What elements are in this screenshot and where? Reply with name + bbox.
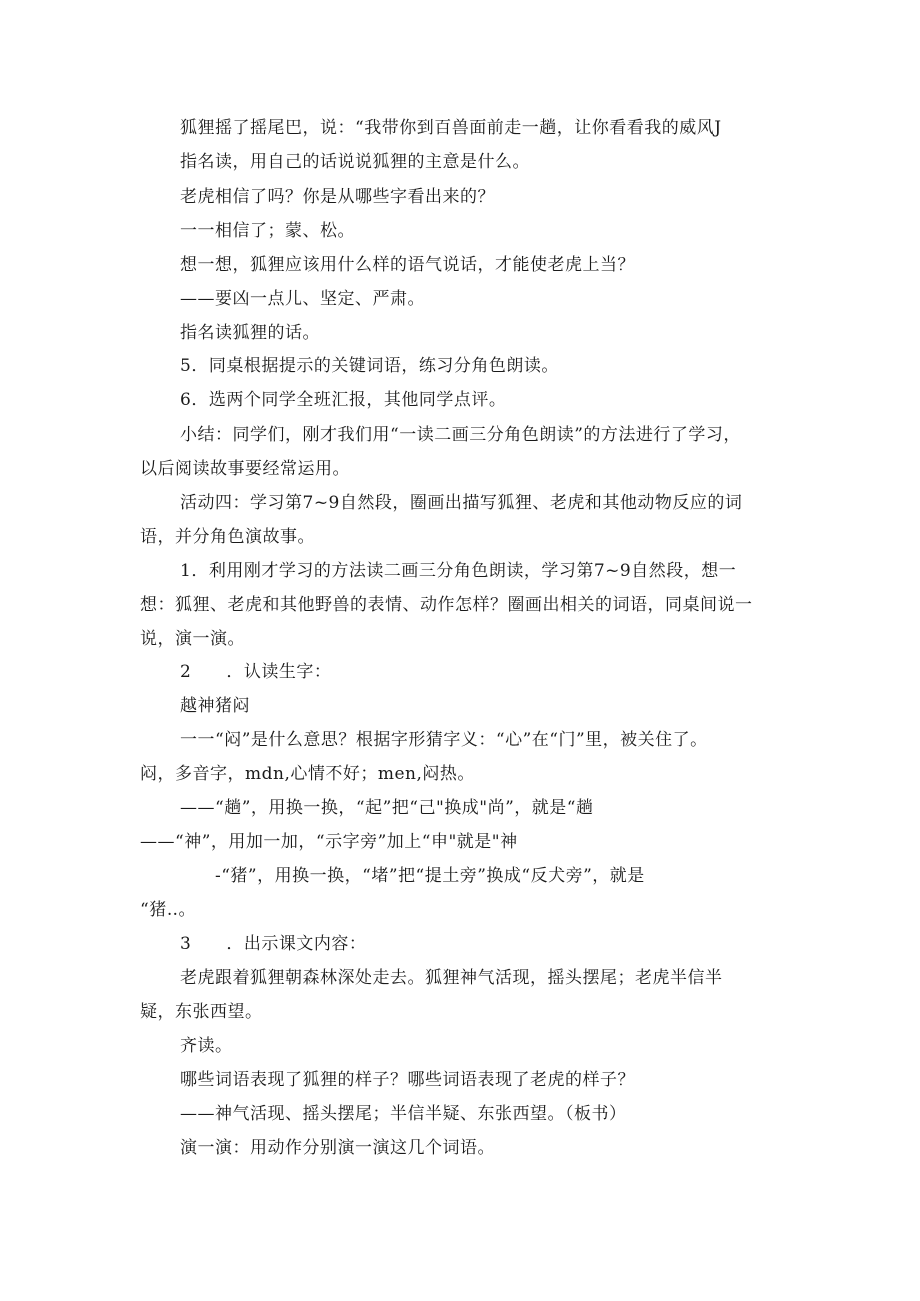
text-line: ——神气活现、摇头摆尾；半信半疑、东张西望。（板书）	[180, 1104, 627, 1124]
numbered-item: 2 ．认读生字：	[180, 662, 332, 682]
text-line: 哪些词语表现了狐狸的样子？哪些词语表现了老虎的样子？	[180, 1070, 635, 1090]
text-line: 狐狸摇了摇尾巴，说：“我带你到百兽面前走一趟，让你看看我的威风J	[180, 118, 722, 138]
text-line: 指名读，用自己的话说说狐狸的主意是什么。	[180, 152, 530, 172]
text-line: 齐读。	[180, 1036, 233, 1056]
text-line: 想一想，狐狸应该用什么样的语气说话，才能使老虎上当？	[180, 255, 635, 275]
text-line: ——“神”，用加一加，“示字旁”加上“申"就是"神	[140, 832, 518, 852]
text-line: 一一相信了；蒙、松。	[180, 221, 355, 241]
numbered-item: 1．利用刚才学习的方法读二画三分角色朗读，学习第7~9自然段，想一	[180, 561, 737, 581]
text-line: 想：狐狸、老虎和其他野兽的表情、动作怎样？圈画出相关的词语，同桌间说一	[140, 595, 753, 615]
text-line: ——“趟”，用换一换，“起”把“己"换成"尚”，就是“趟	[180, 798, 594, 818]
text-line: 小结：同学们，刚才我们用“一读二画三分角色朗读”的方法进行了学习，	[180, 425, 741, 445]
text-line: 以后阅读故事要经常运用。	[140, 459, 350, 479]
text-line: 活动四：学习第7~9自然段，圈画出描写狐狸、老虎和其他动物反应的词	[180, 493, 743, 513]
text-line: 演一演：用动作分别演一演这几个词语。	[180, 1138, 495, 1158]
text-line: -“猪”，用换一换，“堵”把“提土旁”换成“反犬旁”，就是	[215, 866, 645, 886]
text-line: 一一“闷”是什么意思？根据字形猜字义：“心”在“门”里，被关住了。	[180, 730, 708, 750]
text-line: 闷，多音字，mdn,心情不好；men,闷热。	[140, 764, 475, 784]
text-line: 说，演一演。	[140, 629, 245, 649]
text-line: 老虎相信了吗？你是从哪些字看出来的？	[180, 187, 495, 207]
text-line: 疑，东张西望。	[140, 1002, 263, 1022]
text-line: 越神猪闷	[180, 696, 250, 716]
text-line: 语，并分角色演故事。	[140, 527, 315, 547]
text-line: “猪‥。	[140, 900, 197, 920]
numbered-item: 6．选两个同学全班汇报，其他同学点评。	[180, 390, 507, 410]
numbered-item: 3 ．出示课文内容：	[180, 934, 367, 954]
numbered-item: 5．同桌根据提示的关键词语，练习分角色朗读。	[180, 356, 559, 376]
text-line: 指名读狐狸的话。	[180, 323, 320, 343]
text-line: ——要凶一点儿、坚定、严肃。	[180, 289, 425, 309]
text-line: 老虎跟着狐狸朝森林深处走去。狐狸神气活现，摇头摆尾；老虎半信半	[180, 968, 723, 988]
